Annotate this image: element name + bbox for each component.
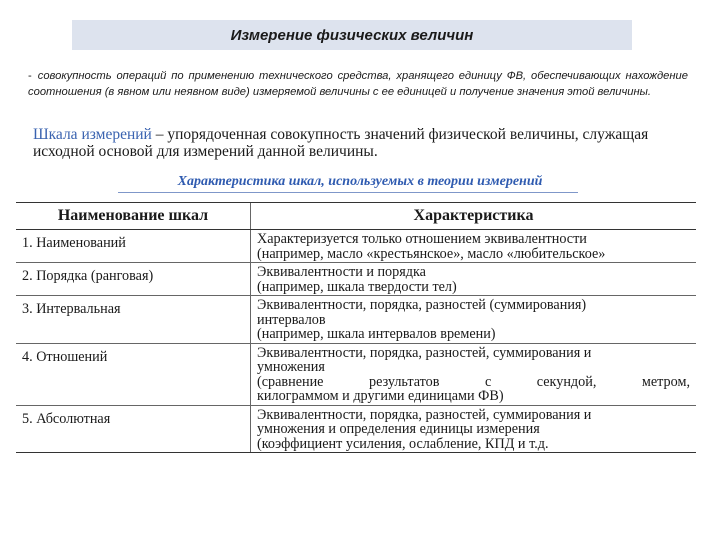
table-row (16, 230, 696, 263)
scale-characteristic (251, 230, 697, 263)
scales-table (16, 202, 696, 453)
table-row (16, 263, 696, 296)
scale-definition (33, 126, 693, 160)
measurement-definition (28, 68, 688, 100)
table-title-underline (118, 192, 578, 193)
scale-term: Шкала измерений (33, 126, 152, 143)
scale-name: 2. Порядка (ранговая) (16, 263, 251, 296)
characteristic-line: килограммом и другими единицами ФВ) (257, 388, 504, 404)
scale-characteristic (251, 405, 697, 453)
characteristic-line: (например, шкала интервалов времени) (257, 326, 496, 342)
characteristic-line: (сравнение результатов с секундой, метром, (257, 373, 690, 390)
page-title-bar (72, 20, 632, 50)
characteristic-line: (коэффициент усиления, ослабление, КПД и т.д. (257, 435, 549, 452)
table-row (16, 405, 696, 453)
scale-characteristic (251, 343, 697, 405)
characteristic-line: умножения и определения единицы измерения (257, 421, 540, 437)
characteristic-line: Эквивалентности, порядка, разностей (суммирования) (257, 297, 587, 313)
scale-name: 1. Наименований (16, 230, 251, 263)
scale-name: 5. Абсолютная (16, 405, 251, 453)
definition-dash: - (28, 70, 32, 82)
header-characteristic: Характеристика (251, 203, 697, 230)
characteristic-line: (например, шкала твердости тел) (257, 278, 457, 295)
scale-definition-text: – упорядоченная совокупность значений физической величины, служащая исходной основой для измерений данной величины. (33, 126, 649, 160)
header-scale-name: Наименование шкал (16, 203, 251, 230)
table-title: Характеристика шкал, используемых в теории измерений (177, 174, 543, 189)
table-row (16, 343, 696, 405)
scale-name: 4. Отношений (16, 343, 251, 405)
characteristic-line: Эквивалентности и порядка (257, 264, 426, 280)
scale-name: 3. Интервальная (16, 296, 251, 344)
characteristic-line: умножения (257, 359, 325, 375)
page-title: Измерение физических величин (230, 26, 474, 44)
scale-characteristic (251, 263, 697, 296)
scale-characteristic (251, 296, 697, 344)
table-row (16, 296, 696, 344)
characteristic-line: Характеризуется только отношением эквивалентности (257, 231, 587, 247)
definition-text: совокупность операций по применению технического средства, хранящего единицу ФВ, обеспечивающих нахождение соотношения (в явном или неявном виде) измеряемой величины с ее единицей и получение значения этой величины. (28, 70, 688, 98)
table-header-row (16, 203, 696, 230)
characteristic-line: интервалов (257, 311, 326, 328)
characteristic-line: Эквивалентности, порядка, разностей, суммирования и (257, 344, 592, 361)
characteristic-line: Эквивалентности, порядка, разностей, суммирования и (257, 406, 592, 423)
characteristic-line: (например, масло «крестьянское», масло «любительское» (257, 245, 606, 262)
